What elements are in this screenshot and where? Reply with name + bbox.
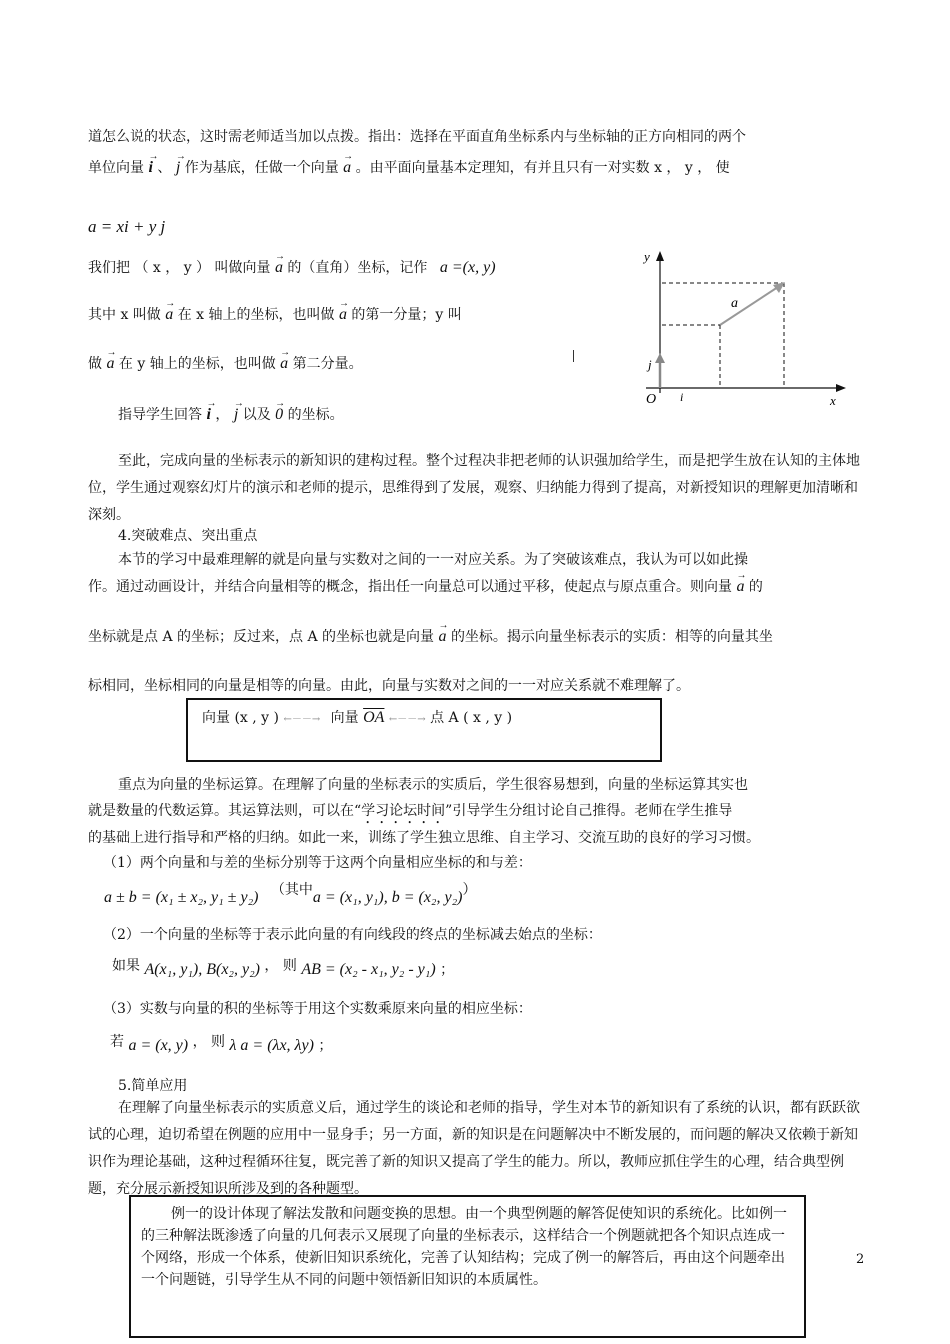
para6: 在理解了向量坐标表示的实质意义后，通过学生的谈论和老师的指导，学生对本节的新知识有了系统的认识，都有跃跃欲试的心理，迫切希望在例题的应用中一显身手；另一方面，新的知识是在问题解决中不断发展的，而问题的解决又依赖于新知识作为理论基础，这种过程循环往复，既完善了新的知识又提高了学生的能力。所以，教师应抓住学生的心理，结合典型例题，充分展示新授知识所涉及到的各种题型。 — [88, 1100, 860, 1197]
label-x: x — [830, 393, 836, 408]
para5-line3: 的基础上进行指导和严格的归纳。如此一来，训练了学生独立思维、自主学习、交流互助的良好的学习习惯。 — [88, 830, 760, 846]
vector-a-symbol: → a — [736, 577, 744, 597]
rule2-end: ； — [440, 962, 455, 978]
mapping-line — [202, 708, 512, 730]
text-second-component: 第二分量。 — [292, 356, 363, 372]
unit-j-arrow-icon — [655, 353, 665, 363]
text-theorem: 。由平面向量基本定理知，有并且只有一对实数 x ， y ， 使 — [355, 160, 730, 176]
mapping-vector-oa: 向量 — [330, 710, 359, 726]
vector-a-symbol: → a — [165, 305, 173, 325]
rule3-if: 若 — [110, 1034, 124, 1050]
vector-a-symbol: → a — [339, 305, 347, 325]
rule2-if: 如果 — [112, 958, 140, 974]
rule1-note-open: （其中 — [270, 882, 313, 898]
para2-line2 — [88, 305, 462, 325]
text-sep: 、 — [157, 160, 172, 176]
rule3-end: ； — [318, 1038, 333, 1054]
label-i: i — [680, 390, 684, 404]
vector-j-symbol: → j — [234, 405, 238, 425]
rule3-text: （3）实数与向量的积的坐标等于用这个实数乘原来向量的相应坐标： — [103, 1001, 532, 1017]
vector-i-symbol: → i — [148, 158, 152, 178]
rule3-vector-a: a = (x, y) — [128, 1037, 189, 1054]
vector-a-symbol: → a — [275, 258, 283, 278]
text-of: 的 — [748, 579, 763, 595]
stray-mark — [573, 350, 574, 362]
heading-4: 4.突破难点、突出重点 — [118, 528, 258, 544]
text-on-y-axis: 在 y 轴上的坐标，也叫做 — [118, 356, 276, 372]
mapping-arrow-1: ←－－→ — [283, 714, 321, 725]
para2-line1 — [88, 258, 496, 278]
para2-line4 — [118, 405, 344, 425]
label-a: a — [731, 296, 738, 311]
rule3-then: ， 则 — [192, 1034, 226, 1050]
rule1-text: （1）两个向量和与差的坐标分别等于这两个向量相应坐标的和与差： — [103, 855, 532, 871]
label-y: y — [644, 249, 650, 264]
vector-a-symbol: → a — [280, 354, 288, 374]
para4-line4: 标相同，坐标相同的向量是相等的向量。由此，向量与实数对之间的一一对应关系就不难理解了。 — [88, 678, 690, 694]
para4-line1: 本节的学习中最难理解的就是向量与实数对之间的一一对应关系。为了突破该难点，我认为可以如此操 — [118, 552, 748, 568]
text-reveal: 的坐标。揭示向量坐标表示的实质：相等的向量其坐 — [450, 629, 773, 645]
text-coords-of: 的坐标。 — [287, 407, 344, 423]
text-unit-vector: 单位向量 — [88, 160, 144, 176]
mapping-vector-xy: 向量 (x , y ) — [202, 710, 279, 726]
text-on-x-axis: 在 x 轴上的坐标，也叫做 — [177, 307, 335, 323]
vector-a-arrow-icon — [773, 282, 785, 293]
text-animation: 作。通过动画设计，并结合向量相等的概念，指出任一向量总可以通过平移，使起点与原点重合。则向量 — [88, 579, 732, 595]
rule2-points: A(x₁, y₁), B(x₂, y₂) — [144, 961, 260, 978]
text-and: 以及 — [242, 407, 271, 423]
text-point-a: 坐标就是点 A 的坐标；反过来，点 A 的坐标也就是向量 — [88, 629, 435, 645]
x-axis-arrow-icon — [836, 384, 846, 392]
rule1-formula — [104, 882, 477, 908]
rule1-equation: a ± b = (x₁ ± x₂, y₁ ± y₂) — [104, 889, 259, 906]
heading-5: 5.简单应用 — [118, 1078, 188, 1094]
vector-zero-symbol: → 0 — [275, 405, 283, 425]
rule3-scalar-product: λ a = (λx, λy) — [229, 1037, 314, 1054]
rule2-text: （2）一个向量的坐标等于表示此向量的有向线段的终点的坐标减去始点的坐标： — [103, 927, 602, 943]
rule1-note-close: ） — [462, 882, 477, 898]
text-guide-students: 指导学生回答 — [118, 407, 202, 423]
equation-a-xi-yj: a = xi + y j — [88, 217, 166, 236]
text-comma: ， — [215, 407, 230, 423]
label-origin: O — [646, 392, 657, 407]
text-x-called: 其中 x 叫做 — [88, 307, 161, 323]
equation-a-xy: a =(x, y) — [439, 259, 496, 276]
example-design-box — [129, 1195, 806, 1338]
rule1-note-equation: a = (x₁, y₁), b = (x₂, y₂) — [312, 889, 463, 906]
para1-line1: 道怎么说的状态，这时需老师适当加以点拨。指出：选择在平面直角坐标系内与坐标轴的正方向相同的两个 — [88, 129, 746, 145]
vector-a-symbol: → a — [438, 627, 446, 647]
mapping-arrow-2: ←－－→ — [388, 714, 426, 725]
text-derive: ”引导学生分组讨论自己推得。老师在学生推导 — [445, 803, 733, 819]
mapping-box — [186, 698, 662, 762]
text-forum-time: 学习论坛时间 — [361, 803, 446, 819]
vector-a-symbol: → a — [343, 158, 351, 178]
text-basis: 作为基底，任做一个向量 — [184, 160, 339, 176]
para2-line3 — [88, 354, 363, 374]
coordinate-graph — [636, 245, 856, 415]
para3: 至此，完成向量的坐标表示的新知识的建构过程。整个过程决非把老师的认识强加给学生，而是把学生放在认知的主体地位，学生通过观察幻灯片的演示和老师的提示，思维得到了发展，观察、归纳能力得到了提高，对新授知识的理解更加清晰和深刻。 — [88, 453, 860, 523]
vector-a-symbol: → a — [106, 354, 114, 374]
para5-line1: 重点为向量的坐标运算。在理解了向量的坐标表示的实质后，学生很容易想到，向量的坐标运算其实也 — [118, 777, 748, 793]
text-do: 做 — [88, 356, 102, 372]
mapping-oa-symbol: $\overline{OA}$ — [363, 709, 385, 726]
rule2-vector-ab: AB = (x₂ - x₁, y₂ - y₁) — [301, 961, 436, 978]
text-we-call: 我们把 （ x ， y ） 叫做向量 — [88, 260, 271, 276]
text-rules: 就是数量的代数运算。其运算法则，可以在“ — [88, 803, 362, 819]
para4-line3 — [88, 627, 773, 647]
para4-line2 — [88, 577, 763, 597]
y-axis-arrow-icon — [656, 251, 664, 261]
rule3-formula — [110, 1036, 332, 1056]
vector-a-line — [720, 285, 781, 325]
vector-j-symbol: → j — [176, 158, 180, 178]
para5-line2 — [88, 801, 732, 827]
text-first-component: 的第一分量；y 叫 — [351, 307, 462, 323]
page-number: 2 — [856, 1252, 865, 1267]
rule2-then: ， 则 — [264, 958, 297, 974]
example-design-text: 例一的设计体现了解法发散和问题变换的思想。由一个典型例题的解答促使知识的系统化。比如例一的三种解法既渗透了向量的几何表示又展现了向量的坐标表示，这样结合一个例题就把各个知识点连成一个网络，形成一个体系，使新旧知识系统化，完善了认知结构；完成了例一的解答后，再由这个问题牵出一个问题链，引导学生从不同的问题中领悟新旧知识的本质属性。 — [141, 1206, 787, 1288]
text-coordinates: 的（直角）坐标，记作 — [287, 260, 428, 276]
mapping-point-a: 点 A ( x , y ) — [430, 710, 513, 726]
rule2-formula — [112, 960, 454, 980]
para1-line2 — [88, 158, 730, 178]
vector-i-symbol: → i — [206, 405, 210, 425]
label-j: j — [648, 357, 652, 372]
